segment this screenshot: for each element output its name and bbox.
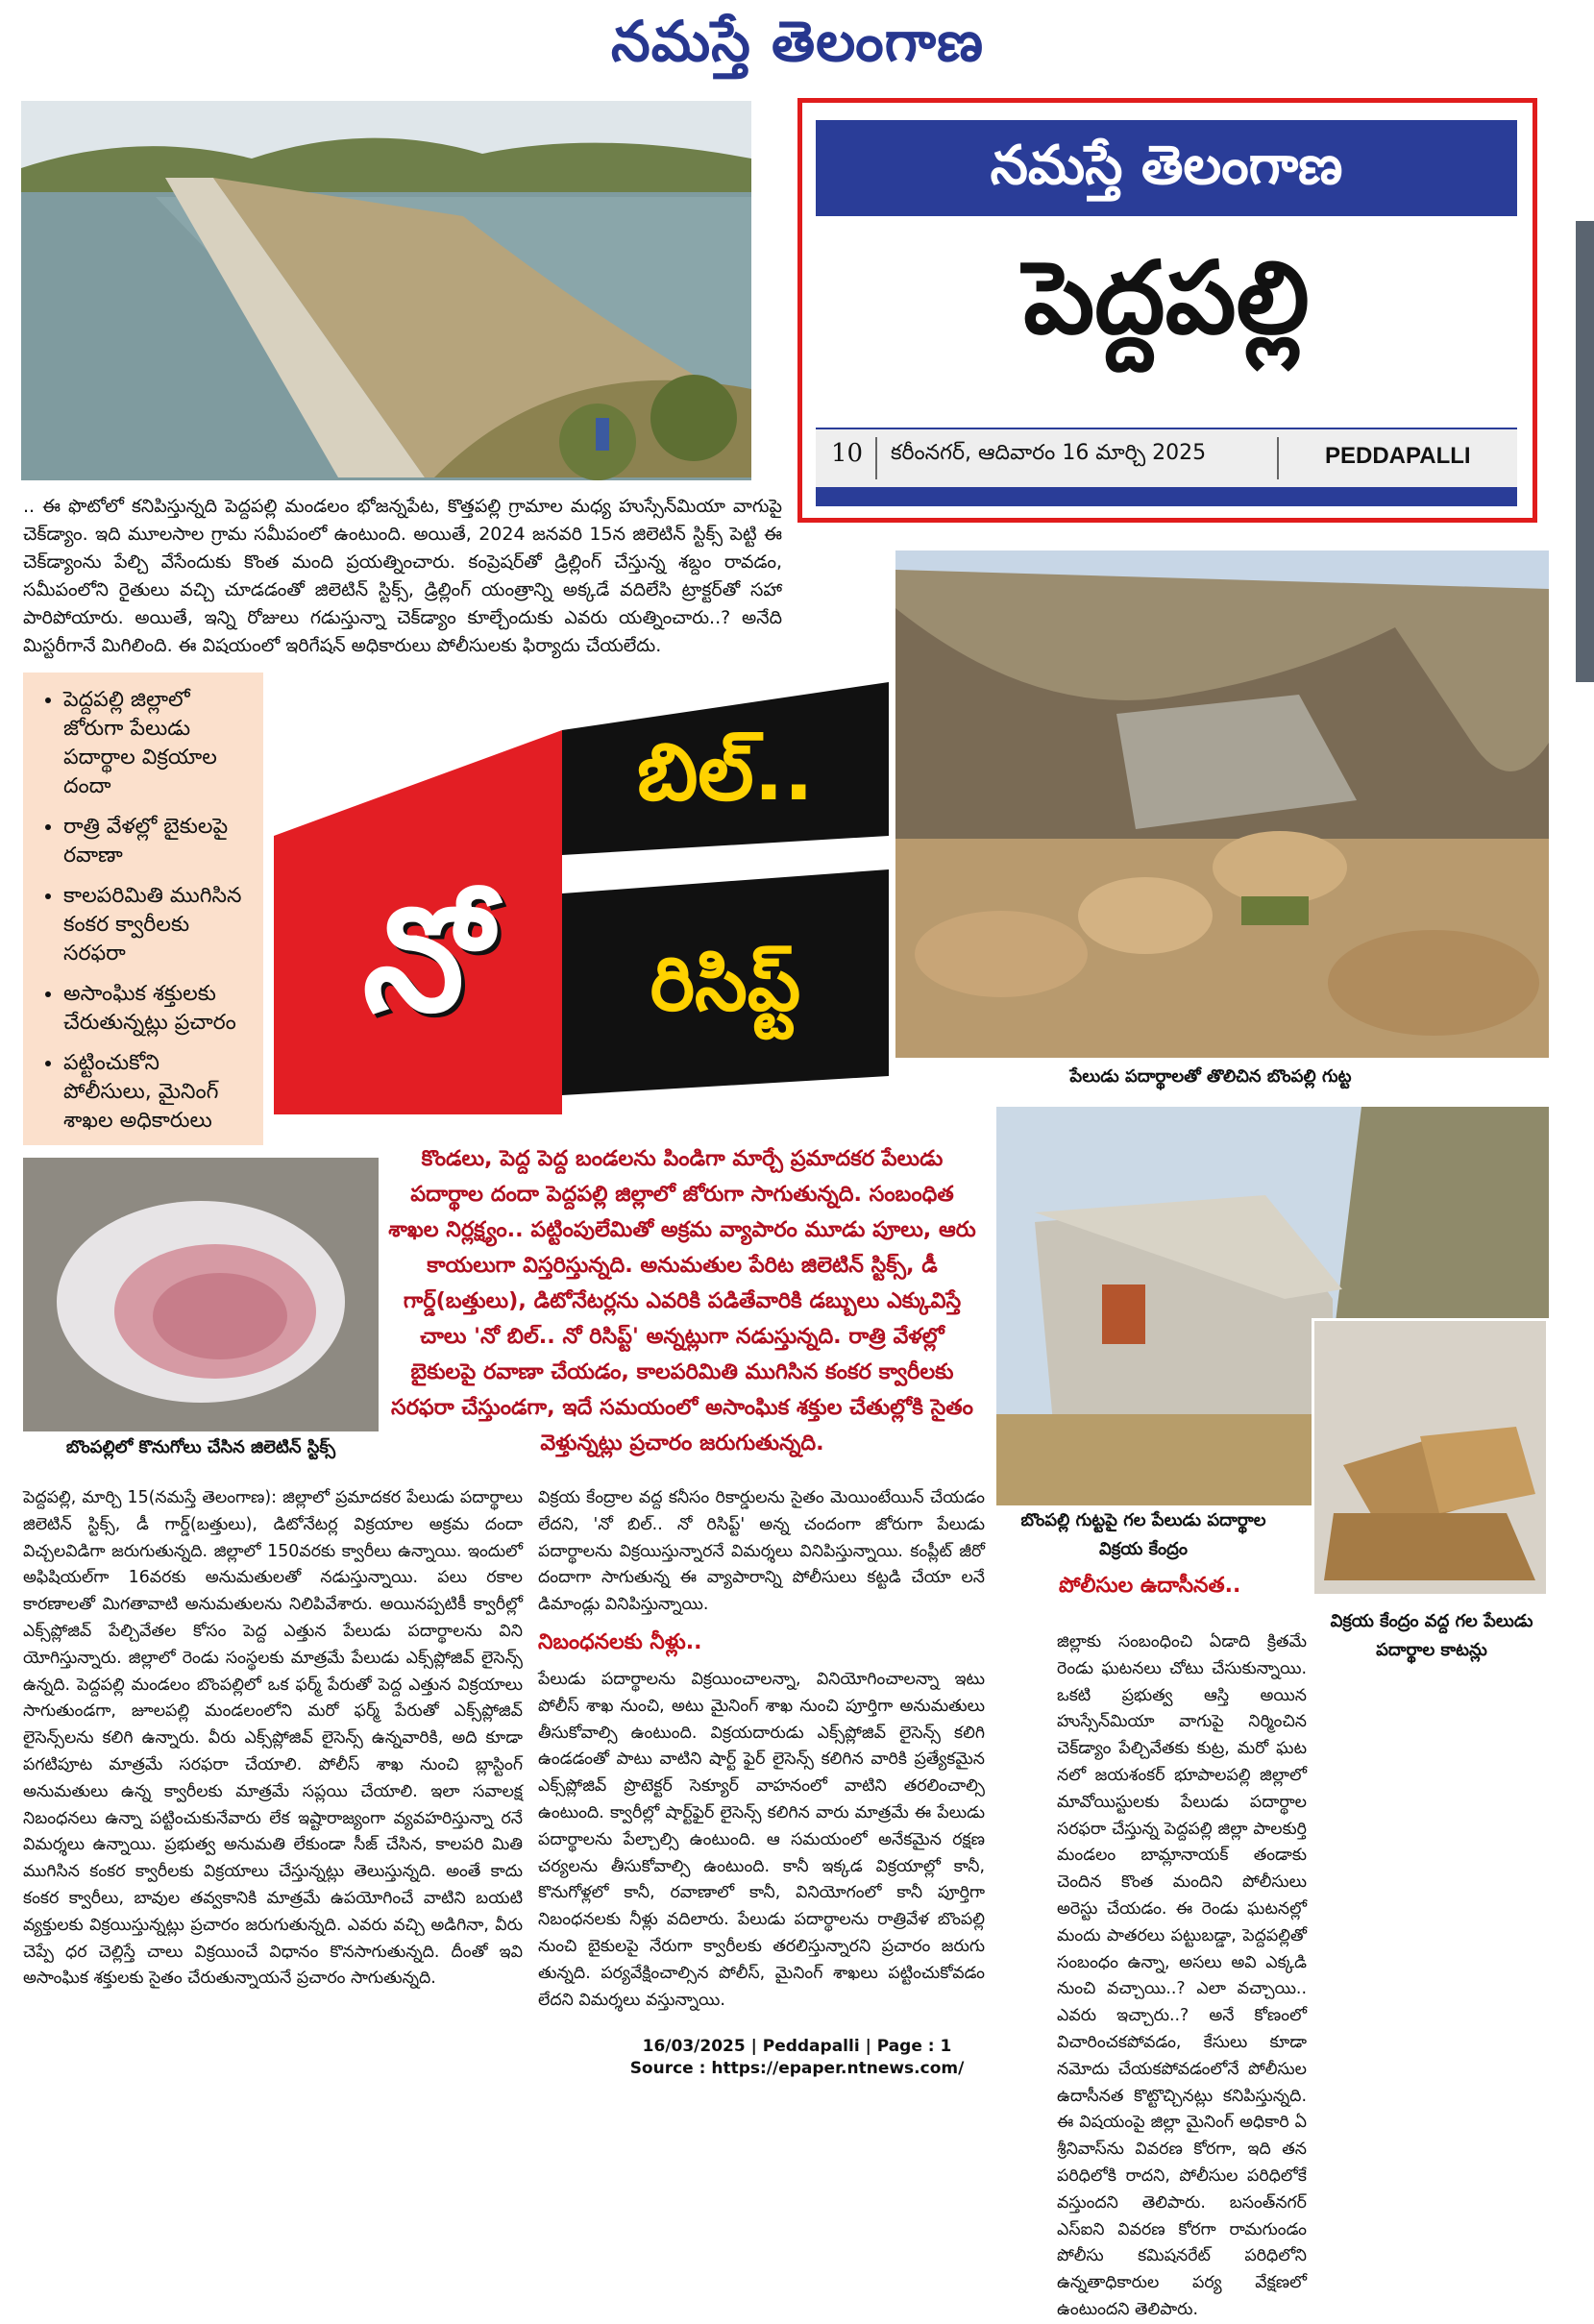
banner-dateline: కరీంనగర్, ఆదివారం 16 మార్చి 2025 bbox=[891, 441, 1207, 465]
highlight-item: • రాత్రి వేళల్లో బైకులపై రవాణా bbox=[63, 813, 254, 870]
headline-line1: బిల్.. bbox=[637, 727, 814, 819]
headline-no: నో bbox=[362, 877, 493, 1044]
checkdam-photo bbox=[21, 101, 751, 477]
boxes-caption: విక్రయ కేంద్రం వద్ద గల పేలుడు పదార్థాల కాటన్లు bbox=[1330, 1611, 1533, 1660]
headline-graphic bbox=[274, 673, 889, 1153]
body-column-3-full: జిల్లాకు సంబంధించి ఏడాది క్రితమే రెండు ఘటనలు చోటు చేసుకున్నాయి. ఒకటి ప్రభుత్వ ఆస్తి అయిన హుస్సేన్‌మియా వాగుపై నిర్మించిన చెక్‌డ్యాం పేల్చివేతకు కుట్ర, మరో ఘట నలో జయశంకర్ భూపాలపల్లి జిల్లాలో మావోయిస్టులకు పేలుడు పదార్థాల సరఫరా చేస్తున్న పెద్దపల్లి జిల్లా పాలకుర్తి మండలం బామ్లానాయక్ తండాకు చెందిన కొంత మందిని పోలీసులు అరెస్టు చేయడం. ఈ రెండు ఘటనల్లో మందు పాతరలు పట్టుబడ్డా, పెద్దపల్లితో సంబంధం ఉన్నా, అసలు అవి ఎక్కడి నుంచి వచ్చాయి..? ఎలా వచ్చాయి.. ఎవరు ఇచ్చారు..? అనే కోణంలో విచారించకపోవడం, కేసులు కూడా నమోదు చేయకపోవడంలోనే పోలీసుల ఉదాసీనత కొట్టొచ్చినట్లు కనిపిస్తున్నది. ఈ విషయంపై జిల్లా మైనింగ్ అధికారి ఏ శ్రీనివాస్‌ను వివరణ కోరగా, ఇది తన పరిధిలోకి రాదని, పోలీసుల పరిధిలోకే వస్తుందని తెలిపారు. బసంత్‌నగర్ ఎస్ఐని వివరణ కోరగా రామగుండం పోలీసు కమిషనరేట్ పరిధిలోని ఉన్నతాధికారుల పర్య వేక్షణలో ఉంటుందని తెలిపారు. bbox=[1057, 1632, 1307, 2319]
footer-date-line: 16/03/2025 | Peddapalli | Page : 1 bbox=[642, 2037, 952, 2056]
banner-edition-panel bbox=[816, 216, 1517, 428]
body-column-2-bottom: పేలుడు పదార్థాలను విక్రయించాలన్నా, వినియోగించాలన్నా ఇటు పోలీస్ శాఖ నుంచి, అటు మైనింగ్ శాఖ నుంచి పూర్తిగా అనుమతులు తీసుకోవాల్సి ఉంటుంది. విక్రయదారుడు ఎక్స్‌ప్లోజివ్ లైసెన్స్ కలిగి ఉండడంతో పాటు వాటిని షార్ట్ ఫైర్ లైసెన్స్ కలిగిన వారికి ప్రత్యేకమైన ఎక్స్‌ప్లోజివ్ ప్రొటెక్టర్ సెక్యూర్ వాహనంలో వాటిని తరలించాల్సి ఉంటుంది. క్వారీల్లో షార్ట్‌ఫైర్ లైసెన్స్ కలిగిన వారు మాత్రమే ఈ పేలుడు పదార్థాలను పేల్చాల్సి ఉంటుంది. ఆ సమయంలో అనేకమైన రక్షణ చర్యలను తీసుకోవాల్సి ఉంటుంది. కానీ ఇక్కడ విక్రయాల్లో కానీ, కొనుగోళ్లలో కానీ, రవాణాలో కానీ, వినియోగంలో కానీ పూర్తిగా నిబంధనలకు నీళ్లు వదిలారు. పేలుడు పదార్థాలను రాత్రివేళ బొంపల్లి నుంచి బైకులపై నేరుగా క్వారీలకు తరలిస్తున్నారని ప్రచారం జరుగు తున్నది. పర్యవేక్షించాల్సిన పోలీస్, మైనింగ్ శాఖలు పట్టించుకోవడం లేదని విమర్శలు వస్తున్నాయి. bbox=[538, 1670, 985, 2010]
banner-brand-bar bbox=[816, 120, 1517, 428]
quarry-caption: పేలుడు పదార్థాలతో తొలిచిన బొంపల్లి గుట్ట bbox=[1069, 1066, 1352, 1087]
subhead-police: పోలీసుల ఉదాసీనత.. bbox=[1059, 1574, 1241, 1598]
highlight-item: • కాలపరిమితి ముగిసిన కంకర క్వారీలకు సరఫరా bbox=[63, 882, 254, 968]
banner-edition-en: PEDDAPALLI bbox=[1325, 443, 1471, 469]
highlight-item: • పట్టించుకోని పోలీసులు, మైనింగ్ శాఖల అధికారులు bbox=[63, 1049, 254, 1136]
footer-source-line: Source : https://epaper.ntnews.com/ bbox=[629, 2059, 965, 2078]
edition-banner bbox=[797, 98, 1537, 523]
banner-brand: నమస్తే తెలంగాణ bbox=[990, 134, 1343, 197]
adjacent-page-edge bbox=[1576, 221, 1594, 682]
headline-line2: రిసిప్ట్ bbox=[650, 942, 801, 1028]
highlights-list bbox=[23, 673, 263, 1136]
subhead-niyamalu: నిబంధనలకు నీళ్లు.. bbox=[538, 1630, 702, 1654]
banner-info-row bbox=[816, 428, 1517, 487]
quarry-photo bbox=[895, 550, 1549, 1058]
banner-page-number: 10 bbox=[831, 439, 864, 468]
lead-paragraph: కొండలు, పెద్ద పెద్ద బండలను పిండిగా మార్చే ప్రమాదకర పేలుడు పదార్థాల దందా పెద్దపల్లి జిల్లాలో జోరుగా సాగుతున్నది. సంబంధిత శాఖల నిర్లక్ష్యం.. పట్టింపులేమితో అక్రమ వ్యాపారం మూడు పూలు, ఆరు కాయలుగా విస్తరిస్తున్నది. అనుమతుల పేరిట జిలెటిన్ స్టిక్స్, డీ గార్డ్(బత్తులు), డిటోనేటర్లను ఎవరికి పడితేవారికి డబ్బులు ఎక్కువిస్తే చాలు 'నో బిల్.. నో రిసిప్ట్' అన్నట్లుగా నడుస్తున్నది. రాత్రి వేళల్లో బైకులపై రవాణా చేయడం, కాలపరిమితి ముగిసిన కంకర క్వారీలకు సరఫరా చేస్తుండగా, ఇదే సమయంలో అసాంఘిక శక్తుల చేతుల్లోకి సైతం వెళ్తున్నట్లు ప్రచారం జరుగుతున్నది. bbox=[388, 1146, 976, 1456]
body-column-1: పెద్దపల్లి, మార్చి 15(నమస్తే తెలంగాణ): జిల్లాలో ప్రమాదకర పేలుడు పదార్థాలు జిలెటిన్ స్టిక్స్, డీ గార్డ్(బత్తులు), డిటోనేటర్ల విక్రయాల అక్రమ దందా విచ్చలవిడిగా జరుగుతున్నది. జిల్లాలో 150వరకు క్వారీలు ఉన్నాయి. ఇందులో అఫిషియల్‌గా 16వరకు అనుమతులతో నడుస్తున్నాయి. పలు రకాల కారణాలతో మిగతావాటి అనుమతులను నిలిపివేశారు. అయినప్పటికీ క్వారీల్లో ఎక్స్‌ప్లోజివ్ పేల్చివేతల కోసం పెద్ద ఎత్తున పేలుడు పదార్థాలను విని యోగిస్తున్నారు. జిల్లాలో రెండు సంస్థలకు మాత్రమే పేలుడు ఎక్స్‌ప్లోజివ్ లైసెన్స్ ఉన్నది. పెద్దపల్లి మండలం బొంపల్లిలో ఒక ఫర్మ్ పేరుతో పెద్ద ఎత్తున విక్రయాలు సాగుతుండగా, జూలపల్లి మండలంలోని మరో ఫర్మ్ పేరుతో ఎక్స్‌ప్లోజివ్ లైసెన్స్‌లను కలిగి ఉన్నారు. వీరు ఎక్స్‌ప్లోజివ్ లైసెన్స్ ఉన్నవారికి, అది కూడా పగటిపూట మాత్రమే సరఫరా చేయాలి. పోలీస్ శాఖ నుంచి బ్లాస్టింగ్ అనుమతులు ఉన్న క్వారీలకు మాత్రమే సప్లయి చేయాలి. ఇలా సవాలక్ష నిబంధనలు ఉన్నా పట్టించుకునేవారు లేక ఇష్టారాజ్యంగా వ్యవహరిస్తున్నా రనే విమర్శలు ఉన్నాయి. ప్రభుత్వ అనుమతి లేకుండా సీజ్ చేసిన, కాలపరి మితి ముగిసిన కంకర క్వారీలకు విక్రయాలు చేస్తున్నట్లు తెలుస్తున్నది. అంతే కాదు కంకర క్వారీలు, బావుల తవ్వకానికి మాత్రమే ఉపయోగించే వాటిని బయటి వ్యక్తులకు విక్రయిస్తున్నట్లు ప్రచారం జరుగుతున్నది. ఎవరు వచ్చి అడిగినా, వీరు చెప్పే ధర చెల్లిస్తే చాలు విక్రయించే విధానం కొనసాగుతున్నది. దీంతో ఇవి అసాంఘిక శక్తులకు సైతం చేరుతున్నాయనే ప్రచారం సాగుతున్నది. bbox=[23, 1488, 523, 1989]
masthead: నమస్తే తెలంగాణ bbox=[611, 9, 984, 74]
gelatin-caption: బొంపల్లిలో కొనుగోలు చేసిన జిలెటిన్ స్టిక్స్ bbox=[65, 1437, 336, 1457]
highlights-box bbox=[23, 673, 263, 1145]
gelatin-photo bbox=[23, 1158, 379, 1431]
body-column-2-top: విక్రయ కేంద్రాల వద్ద కనీసం రికార్డులను సైతం మెయింటేయిన్ చేయడం లేదని, 'నో బిల్.. నో రిసిప్ట్' అన్న చందంగా జోరుగా పేలుడు పదార్థాలను విక్రయిస్తున్నారనే విమర్శలు వినిపిస్తున్నాయి. కంప్లీట్ జీరో దందాగా సాగుతున్న ఈ వ్యాపారాన్ని పోలీసులు కట్టడి చేయా లనే డిమాండ్లు వినిపిస్తున్నాయి. bbox=[538, 1488, 985, 1615]
shed-caption: బొంపల్లి గుట్టపై గల పేలుడు పదార్థాల విక్రయ కేంద్రం bbox=[1020, 1510, 1266, 1559]
highlight-item: • అసాంఘిక శక్తులకు చేరుతున్నట్లు ప్రచారం bbox=[63, 980, 254, 1038]
checkdam-caption: .. ఈ ఫొటోలో కనిపిస్తున్నది పెద్దపల్లి మండలం భోజన్నపేట, కొత్తపల్లి గ్రామాల మధ్య హుస్సేన్‌మియా వాగుపై చెక్‌డ్యాం. ఇది మూలసాల గ్రామ సమీపంలో ఉంటుంది. అయితే, 2024 జనవరి 15న జిలెటిన్ స్టిక్స్ పెట్టి ఈ చెక్‌డ్యాంను పేల్చి వేసేందుకు కొంత మంది ప్రయత్నించారు. కంప్రెషర్‌తో డ్రిల్లింగ్ చేస్తున్న శబ్దం రావడం, సమీపంలోని రైతులు వచ్చి చూడడంతో జిలెటిన్ స్టిక్స్, డ్రిల్లింగ్ యంత్రాన్ని అక్కడే వదిలేసి ట్రాక్టర్‌తో సహా పారిపోయారు. అయితే, ఇన్ని రోజులు గడుస్తున్నా చెక్‌డ్యాం కూల్చేందుకు ఎవరు యత్నించారు..? అనేది మిస్టరీగానే మిగిలింది. ఈ విషయంలో ఇరిగేషన్ అధికారులు పోలీసులకు ఫిర్యాదు చేయలేదు. bbox=[23, 496, 782, 656]
banner-edition: పెద్దపల్లి bbox=[1023, 239, 1310, 356]
boxes-photo bbox=[1312, 1318, 1549, 1597]
highlight-item: • పెద్దపల్లి జిల్లాలో జోరుగా పేలుడు పదార్థాల విక్రయాల దందా bbox=[63, 686, 254, 801]
